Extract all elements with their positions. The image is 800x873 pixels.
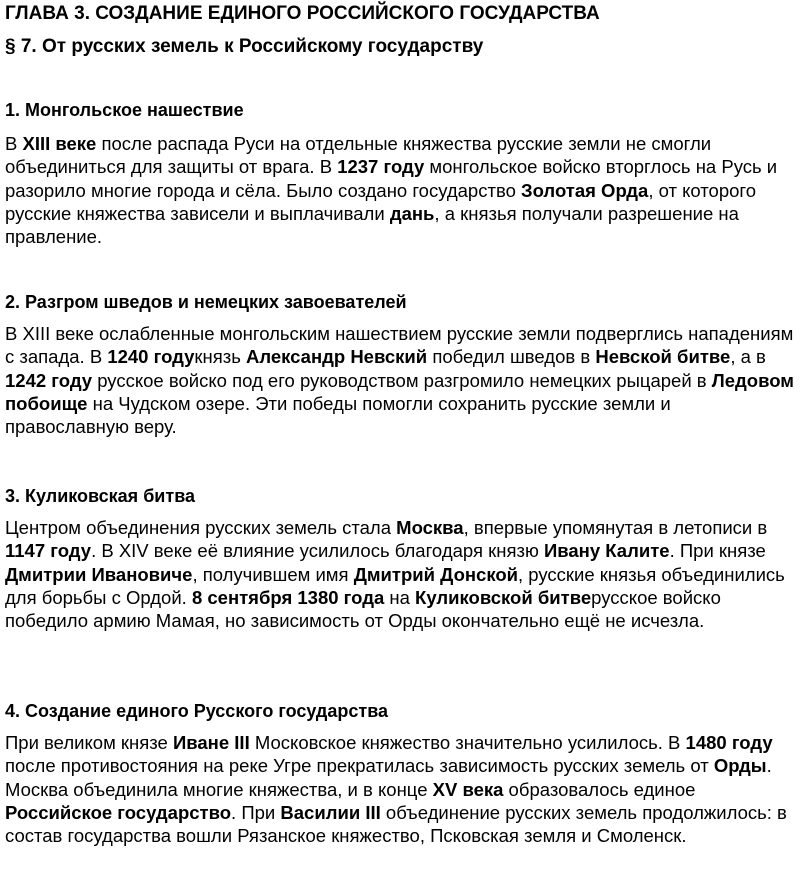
text-run: . При	[231, 801, 281, 823]
emphasized-text: Невской битве	[595, 346, 731, 368]
section-text	[5, 516, 797, 632]
emphasized-text: 1480 году	[685, 732, 773, 753]
section-heading: 1. Монгольское нашествие	[5, 100, 244, 120]
text-run: В XIII веке ослабленные монгольским нашествием русские земли подверглись нападениям с запада. В	[5, 323, 794, 368]
section-kulikovo-battle	[5, 484, 797, 632]
emphasized-text: Дмитрии Ивановиче	[5, 563, 193, 585]
text-run: , получившем имя	[192, 563, 354, 585]
emphasized-text: Золотая Орда	[521, 179, 649, 201]
text-run: При великом князе	[5, 732, 173, 753]
section-mongol-invasion	[5, 98, 797, 248]
chapter-title: ГЛАВА 3. СОЗДАНИЕ ЕДИНОГО РОССИЙСКОГО ГОСУДАРСТВА	[5, 3, 600, 24]
emphasized-text: Российское государство	[5, 801, 232, 823]
emphasized-text: Куликовской битве	[415, 586, 592, 608]
emphasized-text: Москва	[396, 517, 464, 538]
emphasized-text: XV века	[432, 778, 504, 800]
emphasized-text: Орды	[713, 755, 767, 777]
emphasized-text: Иване III	[172, 732, 250, 753]
text-run: на Чудском озере. Эти победы помогли сохранить русские земли и православную веру.	[5, 392, 671, 438]
section-defeat-of-swedes-and-germans	[5, 290, 797, 438]
emphasized-text: дань	[389, 202, 435, 224]
text-run: . При князе	[669, 540, 766, 562]
section-heading: 2. Разгром шведов и немецких завоевателей	[5, 292, 407, 312]
paragraph-title: § 7. От русских земель к Российскому государству	[5, 36, 484, 57]
text-run: . В XIV веке её влияние усилилось благодаря князю	[91, 540, 544, 562]
emphasized-text: Александр Невский	[245, 346, 428, 368]
text-run: , а в	[730, 346, 766, 368]
emphasized-text: 1237 году	[337, 156, 425, 178]
text-run: после противостояния на реке Угре прекратилась зависимость русских земель от	[5, 755, 714, 777]
text-run: Центром объединения русских земель стала	[5, 517, 397, 538]
section-heading: 3. Куликовская битва	[5, 486, 196, 506]
section-heading: 4. Создание единого Русского государства	[5, 701, 389, 721]
text-run: объединение русских земель продолжилось: в состав государства вошли Рязанское княжество, Псковская земля и Смоленск.	[5, 801, 787, 847]
emphasized-text: Василии III	[280, 801, 381, 823]
text-run: победил шведов в	[427, 346, 596, 368]
text-run: образовалось единое	[503, 778, 696, 800]
text-run: , от которого русские княжества зависели и выплачивали	[5, 179, 757, 224]
section-text	[5, 132, 797, 248]
text-run: монгольское войско вторглось на Русь и разорило многие города и сёла. Было создано государство	[5, 156, 778, 201]
section-text	[5, 322, 797, 438]
text-run: русское войско победило армию Мамая, но зависимость от Орды окончательно ещё не исчезла.	[5, 586, 721, 632]
emphasized-text: 1240 году	[107, 346, 195, 368]
section-text	[5, 731, 797, 847]
section-unified-state	[5, 699, 797, 847]
emphasized-text: 8 сентября 1380 года	[191, 586, 385, 608]
text-run: после распада Руси на отдельные княжества русские земли не смогли объединиться для защиты от врага. В	[5, 133, 712, 178]
emphasized-text: Ивану Калите	[543, 540, 670, 562]
text-run: , русские князья объединились для борьбы с Ордой.	[5, 563, 785, 608]
text-run: В	[5, 133, 23, 154]
text-run: Московское княжество значительно усилилось. В	[249, 732, 686, 753]
text-run: . Москва объединила многие княжества, и в конце	[5, 755, 772, 800]
text-run: , впервые упомянутая в летописи в	[463, 517, 768, 538]
text-run: русское войско под его руководством разгромило немецких рыцарей в	[92, 369, 712, 391]
emphasized-text: XIII веке	[22, 133, 97, 154]
emphasized-text: Дмитрий Донской	[353, 563, 519, 585]
text-run: на	[384, 586, 416, 608]
emphasized-text: 1242 году	[5, 369, 93, 391]
text-run: князь	[194, 346, 246, 368]
emphasized-text: Ледовом побоище	[5, 369, 794, 414]
emphasized-text: 1147 году	[5, 540, 92, 562]
text-run: , а князья получали разрешение на правление.	[5, 202, 739, 248]
